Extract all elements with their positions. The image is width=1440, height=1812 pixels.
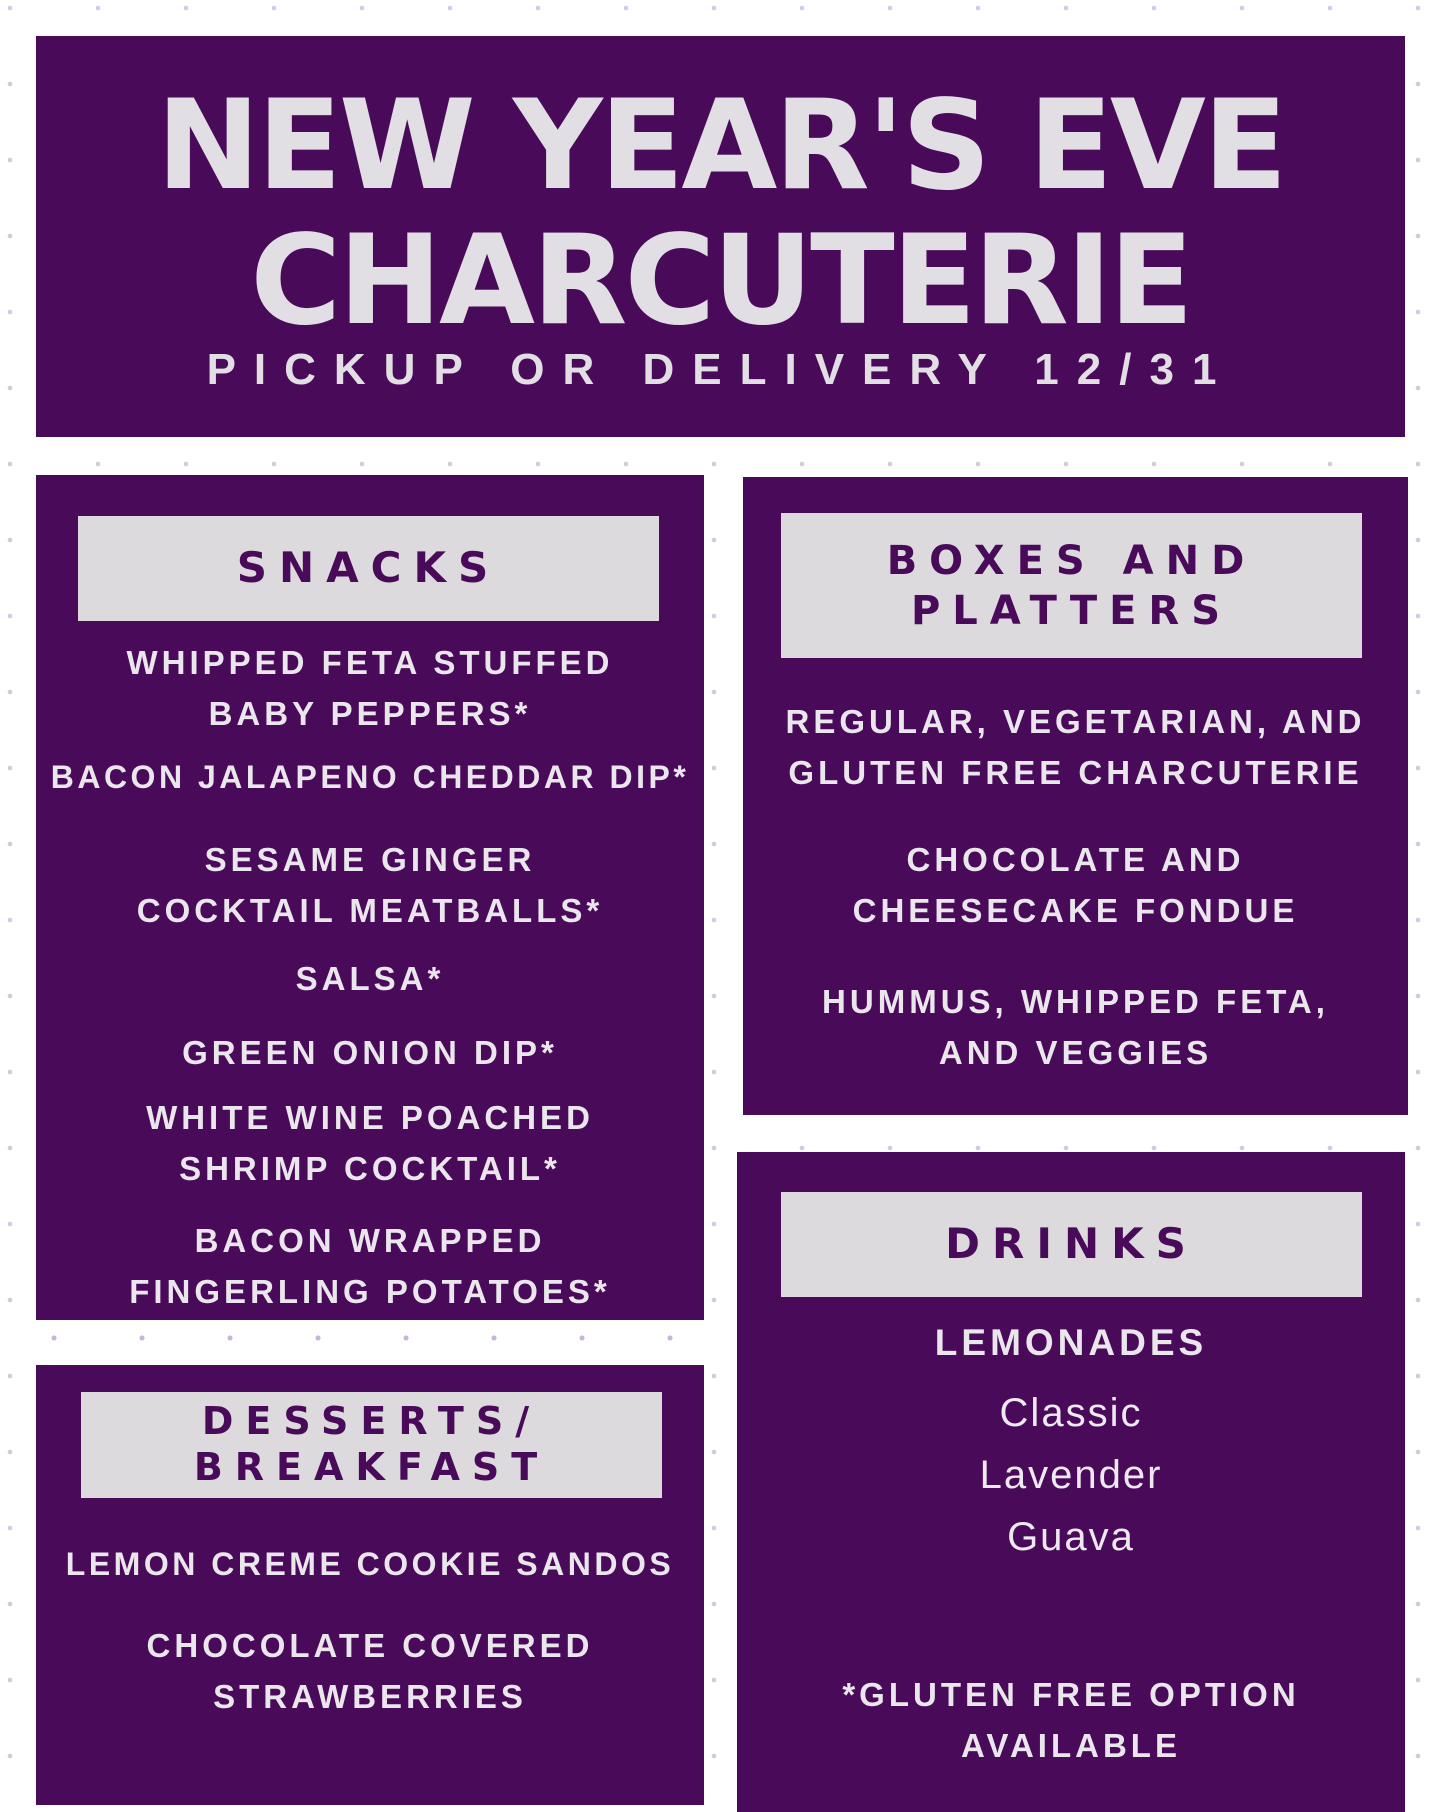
desserts-panel [36,1365,704,1805]
dessert-item: LEMON CREME COOKIE SANDOS [65,1546,675,1582]
box-item: REGULAR, VEGETARIAN, AND GLUTEN FREE CHARCUTERIE [785,703,1366,791]
box-item: CHOCOLATE AND CHEESECAKE FONDUE [852,841,1299,929]
snack-item: BACON WRAPPED FINGERLING POTATOES* [129,1222,611,1310]
dessert-item: CHOCOLATE COVERED STRAWBERRIES [146,1627,594,1715]
snack-item: WHITE WINE POACHED SHRIMP COCKTAIL* [146,1099,594,1187]
subtitle: PICKUP OR DELIVERY 12/31 [206,345,1235,394]
title-line-1: NEW YEAR'S EVE [156,74,1285,218]
desserts-heading: DESSERTS/ BREAKFAST [81,1392,662,1498]
drinks-heading: DRINKS [781,1192,1362,1297]
snack-item: WHIPPED FETA STUFFED BABY PEPPERS* [126,644,614,732]
drink-flavor: Classic [999,1391,1143,1435]
box-item: HUMMUS, WHIPPED FETA, AND VEGGIES [822,983,1329,1071]
boxes-heading: BOXES AND PLATTERS [781,513,1362,658]
boxes-panel [743,477,1408,1115]
drinks-panel [737,1152,1405,1812]
drinks-subheading: LEMONADES [934,1322,1208,1363]
snack-item: BACON JALAPENO CHEDDAR DIP* [50,759,690,795]
gluten-free-note: *GLUTEN FREE OPTION AVAILABLE [842,1676,1300,1764]
snack-item: SALSA* [295,960,445,997]
snacks-panel [36,475,704,1320]
snacks-heading: SNACKS [78,516,659,621]
title-banner [36,36,1405,437]
title-line-2: CHARCUTERIE [250,209,1191,353]
snack-item: GREEN ONION DIP* [182,1034,558,1071]
snack-item: SESAME GINGER COCKTAIL MEATBALLS* [136,841,604,929]
drink-flavor: Guava [1007,1515,1135,1559]
drink-flavor: Lavender [979,1453,1163,1497]
